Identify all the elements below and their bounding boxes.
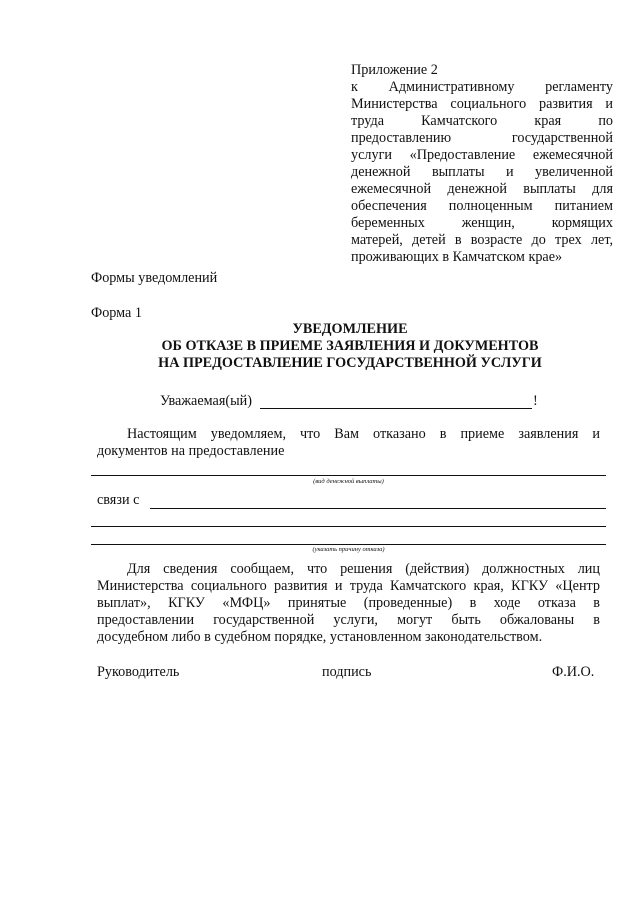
- notice-line: документов на предоставление: [97, 443, 285, 459]
- annex-line: проживающих в Камчатском крае»: [351, 249, 563, 265]
- form-number: Форма 1: [91, 305, 142, 321]
- annex-block: [351, 62, 613, 266]
- annex-line: предоставлению государственной: [351, 130, 613, 146]
- payment-type-line: [91, 475, 606, 476]
- info-line: Для сведения сообщаем, что решения (действия) должностных лиц: [127, 561, 600, 577]
- signature-sign-label: подпись: [322, 664, 372, 680]
- annex-line: Приложение 2: [351, 62, 438, 78]
- title-line: УВЕДОМЛЕНИЕ: [292, 321, 408, 337]
- info-line: предоставлении государственной услуги, могут быть обжалованы в: [97, 612, 600, 628]
- annex-line: Министерства социального развития и: [351, 96, 613, 112]
- greeting-end: !: [533, 393, 538, 409]
- annex-line: матерей, детей в возрасте до трех лет,: [351, 232, 613, 248]
- forms-label: Формы уведомлений: [91, 270, 218, 286]
- annex-line: обеспечения полноценным питанием: [351, 198, 613, 214]
- annex-line: беременных женщин, кормящих: [351, 215, 613, 231]
- info-line: выплат», КГКУ «МФЦ» принятые (проведенные) в ходе отказа в: [97, 595, 600, 611]
- signature-name-label: Ф.И.О.: [552, 664, 595, 680]
- reason-line: [150, 508, 606, 509]
- recipient-name-line: [260, 408, 532, 409]
- reason-hint: (указать причину отказа): [312, 546, 385, 553]
- annex-line: к Административному регламенту: [351, 79, 613, 95]
- document-title: [90, 321, 610, 372]
- payment-type-hint: (вид денежной выплаты): [313, 478, 384, 485]
- reason-prefix: связи с: [97, 492, 140, 508]
- info-line: досудебном либо в судебном порядке, установленном законодательством.: [97, 629, 543, 645]
- annex-line: услуги «Предоставление ежемесячной: [351, 147, 613, 163]
- info-line: Министерства социального развития и труда Камчатского края, КГКУ «Центр: [97, 578, 600, 594]
- annex-line: труда Камчатского края по: [351, 113, 613, 129]
- reason-line: [91, 526, 606, 527]
- annex-line: ежемесячной денежной выплаты для: [351, 181, 613, 197]
- greeting-label: Уважаемая(ый): [160, 393, 252, 409]
- signature-head-label: Руководитель: [97, 664, 180, 680]
- title-line: ОБ ОТКАЗЕ В ПРИЕМЕ ЗАЯВЛЕНИЯ И ДОКУМЕНТОВ: [161, 338, 539, 354]
- annex-line: денежной выплаты и увеличенной: [351, 164, 614, 180]
- reason-line: [91, 544, 606, 545]
- title-line: НА ПРЕДОСТАВЛЕНИЕ ГОСУДАРСТВЕННОЙ УСЛУГИ: [158, 355, 542, 371]
- notice-line: Настоящим уведомляем, что Вам отказано в приеме заявления и: [127, 426, 600, 442]
